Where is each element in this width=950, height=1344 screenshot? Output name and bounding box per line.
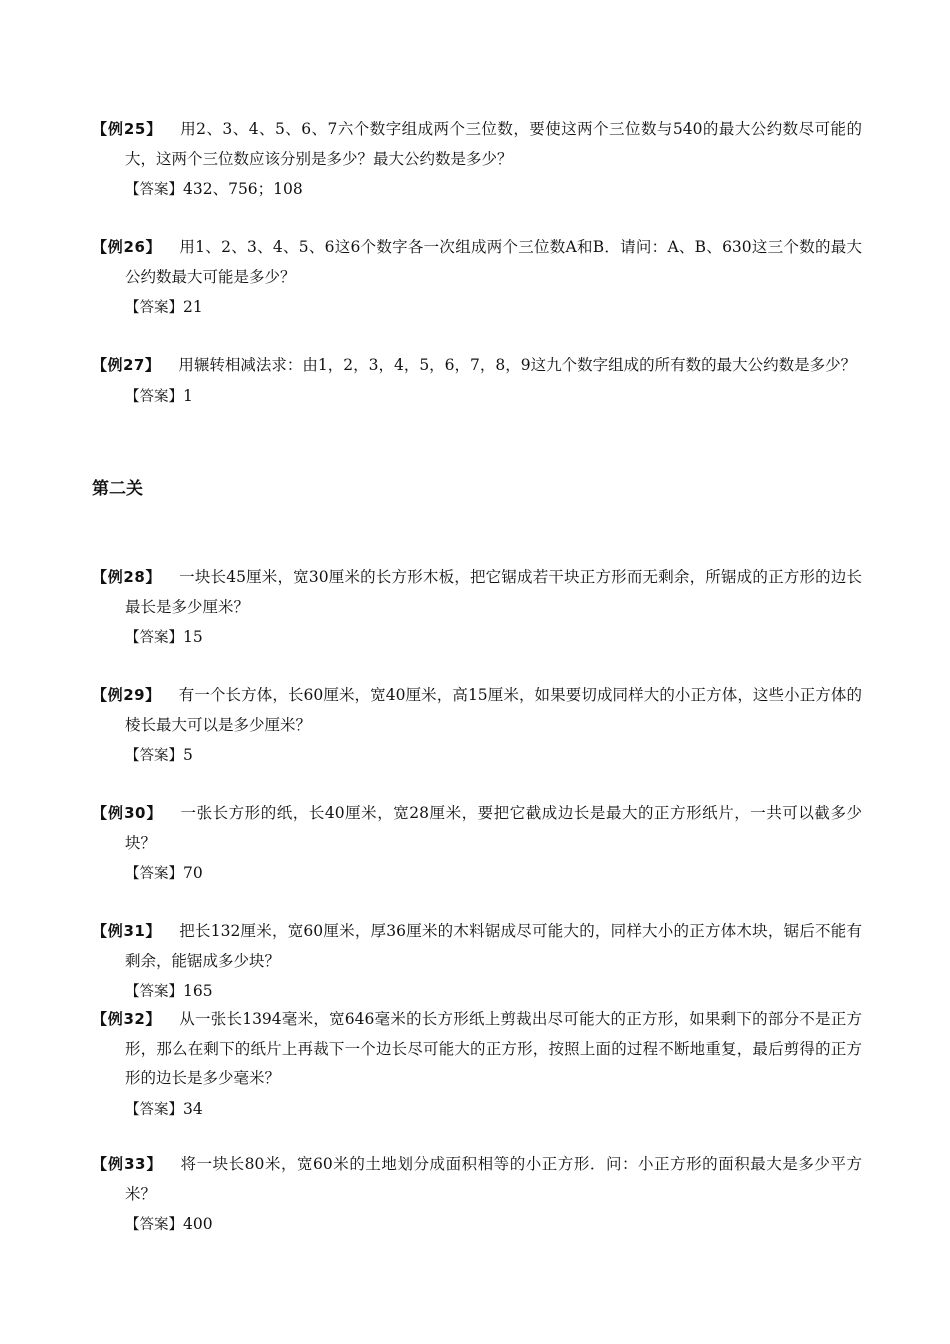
answer-value: 165: [183, 982, 213, 1000]
answer-label: 【答案】: [125, 866, 183, 882]
question-text: 把长132厘米，宽60厘米，厚36厘米的木料锯成尽可能大的，同样大小的正方体木块，锯后不能有剩余，能锯成多少块？: [125, 922, 862, 970]
question: [92, 233, 862, 292]
question: [92, 799, 862, 858]
answer: [92, 1210, 862, 1241]
answer: [92, 623, 862, 654]
answer: [92, 293, 862, 324]
problem-25: [92, 115, 862, 206]
question-text: 有一个长方体，长60厘米，宽40厘米，高15厘米，如果要切成同样大的小正方体，这些小正方体的棱长最大可以是多少厘米？: [125, 686, 862, 734]
answer: [92, 1095, 862, 1126]
question: [92, 681, 862, 740]
answer: [92, 741, 862, 772]
problem-31: [92, 917, 862, 1008]
answer-value: 5: [183, 746, 193, 764]
question-text: 一块长45厘米，宽30厘米的长方形木板，把它锯成若干块正方形而无剩余，所锯成的正方形的边长最长是多少厘米？: [125, 568, 863, 616]
answer-value: 70: [183, 864, 203, 882]
problem-label: 【例27】: [92, 356, 161, 374]
problem-32: [92, 1005, 862, 1125]
question-text: 用辗转相减法求：由1，2，3，4，5，6，7，8，9这九个数字组成的所有数的最大公约数是多少？: [178, 356, 857, 374]
answer: [92, 382, 862, 413]
question-text: 将一块长80米，宽60米的土地划分成面积相等的小正方形．问：小正方形的面积最大是多少平方米？: [125, 1155, 863, 1203]
problem-label: 【例28】: [92, 568, 162, 586]
question: [92, 351, 862, 381]
problem-label: 【例30】: [92, 804, 163, 822]
problem-label: 【例25】: [92, 120, 163, 138]
problem-label: 【例29】: [92, 686, 161, 704]
question: [92, 1005, 862, 1094]
question: [92, 1150, 862, 1209]
problem-label: 【例33】: [92, 1155, 163, 1173]
problem-28: [92, 563, 862, 654]
answer-label: 【答案】: [125, 630, 183, 646]
answer-value: 34: [183, 1099, 203, 1118]
answer-label: 【答案】: [125, 1101, 183, 1118]
answer-label: 【答案】: [125, 388, 183, 405]
answer-label: 【答案】: [125, 1217, 183, 1233]
section-title: 第二关: [92, 479, 143, 499]
problem-26: [92, 233, 862, 324]
problem-30: [92, 799, 862, 890]
question: [92, 917, 862, 976]
answer-value: 432、756；108: [183, 180, 303, 198]
answer: [92, 859, 862, 890]
answer-label: 【答案】: [125, 182, 183, 198]
problem-label: 【例26】: [92, 238, 162, 256]
question-text: 从一张长1394毫米，宽646毫米的长方形纸上剪裁出尽可能大的正方形，如果剩下的部分不是正方形，那么在剩下的纸片上再裁下一个边长尽可能大的正方形，按照上面的过程不断地重复，最后剪得的正方形的边长是多少毫米？: [125, 1010, 862, 1087]
answer: [92, 175, 862, 206]
problem-29: [92, 681, 862, 772]
question-text: 用1、2、3、4、5、6这6个数字各一次组成两个三位数A和B．请问：A、B、630这三个数的最大公约数最大可能是多少？: [125, 238, 862, 286]
answer-value: 21: [183, 298, 203, 316]
answer-label: 【答案】: [125, 984, 183, 1000]
answer-label: 【答案】: [125, 300, 183, 316]
answer-label: 【答案】: [125, 748, 183, 764]
question: [92, 563, 862, 622]
problem-label: 【例32】: [92, 1010, 162, 1028]
question-text: 一张长方形的纸，长40厘米，宽28厘米，要把它截成边长是最大的正方形纸片，一共可以截多少块？: [125, 804, 863, 852]
problem-33: [92, 1150, 862, 1241]
problem-27: [92, 351, 862, 412]
answer-value: 15: [183, 628, 203, 646]
problem-label: 【例31】: [92, 922, 162, 940]
answer-value: 1: [183, 386, 193, 405]
answer: [92, 977, 862, 1008]
question: [92, 115, 862, 174]
question-text: 用2、3、4、5、6、7六个数字组成两个三位数，要使这两个三位数与540的最大公约数尽可能的大，这两个三位数应该分别是多少？最大公约数是多少？: [125, 120, 863, 168]
answer-value: 400: [183, 1215, 213, 1233]
